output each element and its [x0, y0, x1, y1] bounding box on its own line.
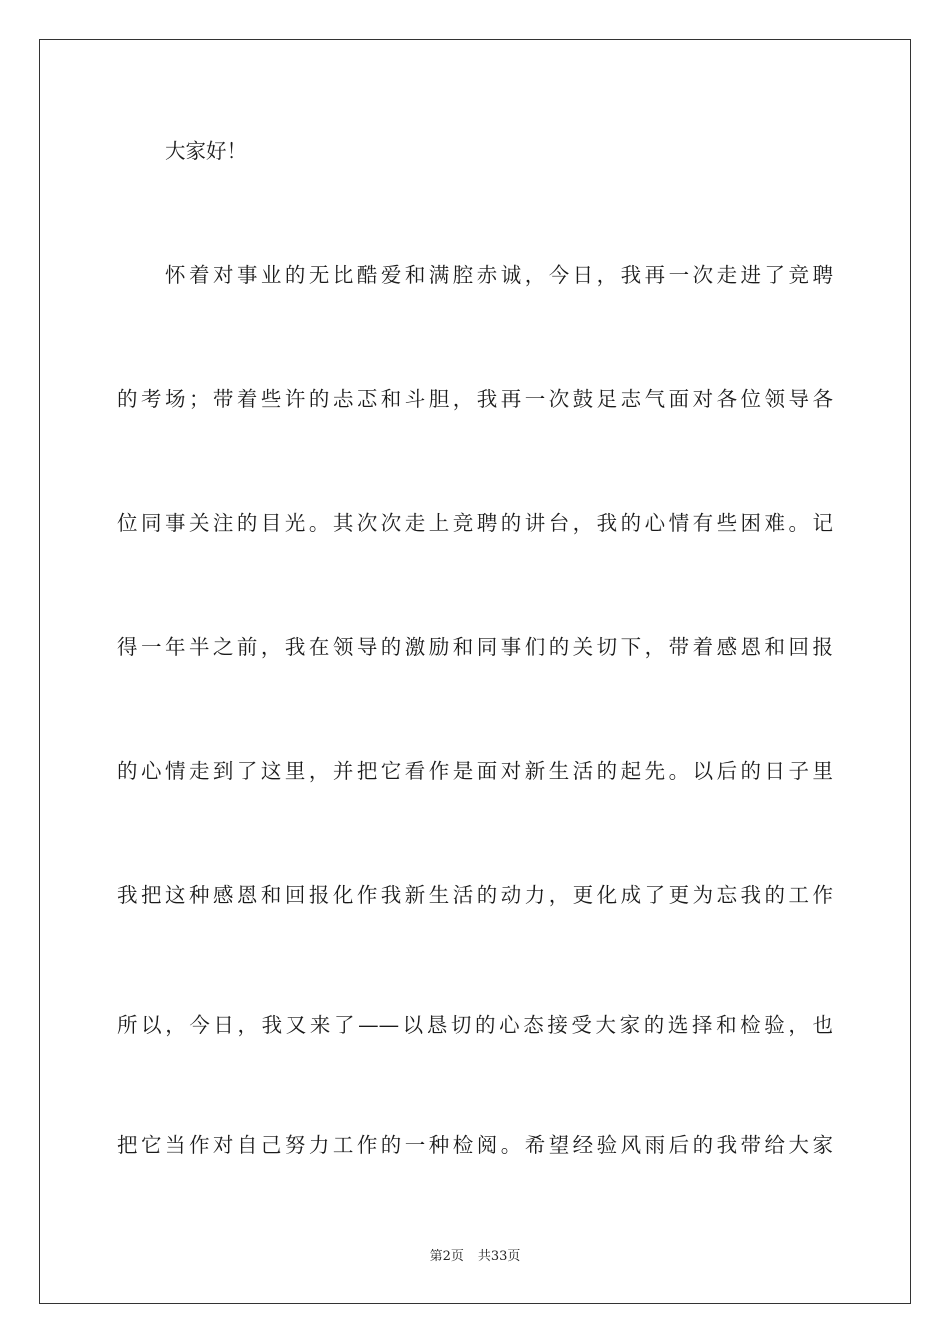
paragraph-line: 把它当作对自己努力工作的一种检阅。希望经验风雨后的我带给大家: [117, 1133, 833, 1157]
page-border: [39, 39, 911, 1304]
paragraph-line: 得一年半之前，我在领导的激励和同事们的关切下，带着感恩和回报: [117, 635, 833, 659]
greeting-line: 大家好！: [165, 139, 247, 163]
paragraph-line: 我把这种感恩和回报化作我新生活的动力，更化成了更为忘我的工作: [117, 883, 833, 907]
paragraph-line: 的考场；带着些许的忐忑和斗胆，我再一次鼓足志气面对各位领导各: [117, 387, 833, 411]
page-number: 第2页: [429, 1249, 464, 1264]
paragraph-line: 的心情走到了这里，并把它看作是面对新生活的起先。以后的日子里: [117, 759, 833, 783]
paragraph-line: 怀着对事业的无比酷爱和满腔赤诚，今日，我再一次走进了竞聘: [165, 263, 833, 287]
page-footer: [0, 1248, 950, 1266]
page-total: 共33页: [477, 1249, 521, 1264]
paragraph-line: 所以，今日，我又来了——以恳切的心态接受大家的选择和检验，也: [117, 1013, 833, 1037]
paragraph-line: 位同事关注的目光。其次次走上竞聘的讲台，我的心情有些困难。记: [117, 511, 833, 535]
